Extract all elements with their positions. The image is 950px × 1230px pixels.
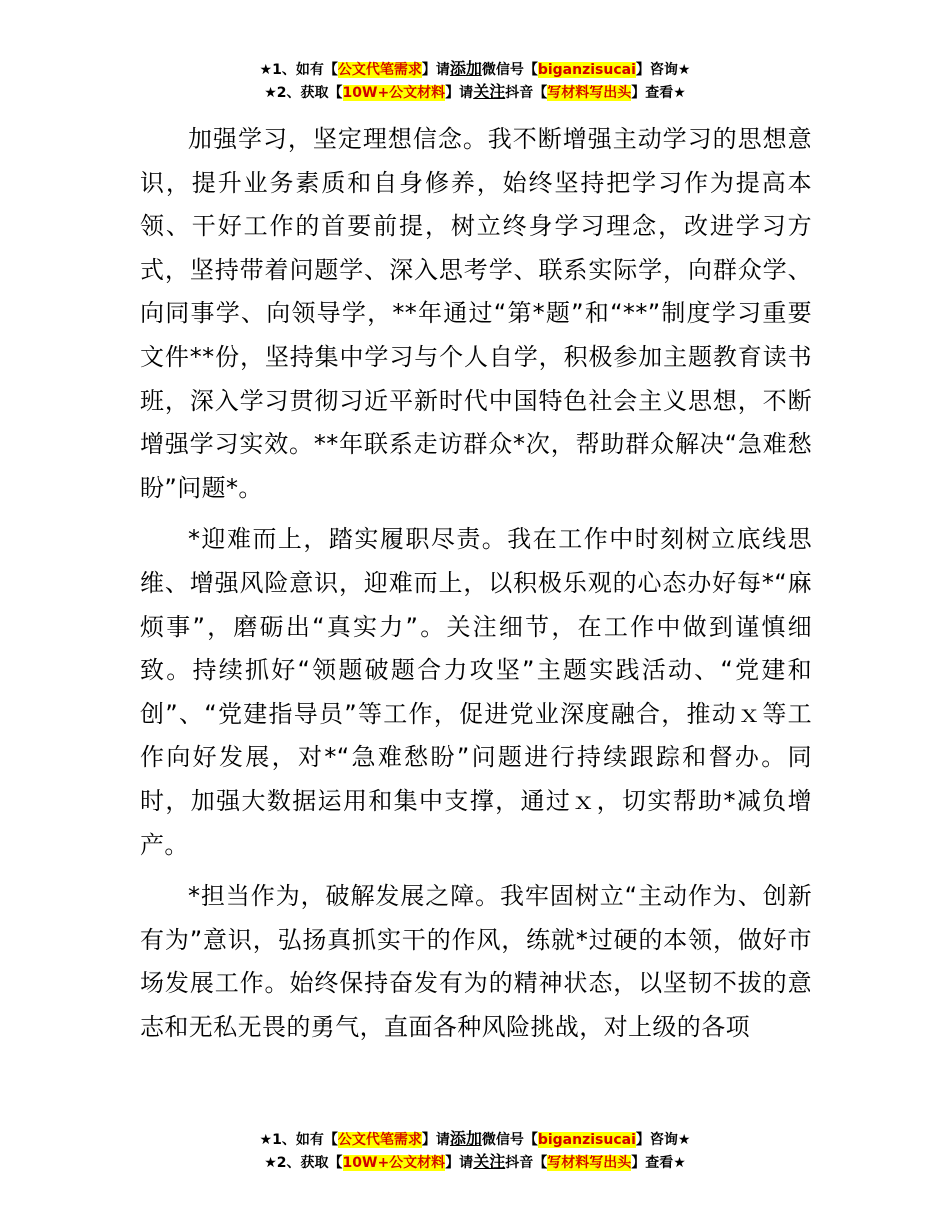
paragraph-responsibility: *担当作为，破解发展之障。我牢固树立“主动作为、创新有为”意识，弘扬真抓实干的作风，练就*过硬的本领，做好市场发展工作。始终保持奋发有为的精神状态，以坚韧不拔的意志和无私无畏的勇气，直面各种风险挑战，对上级的各项 xyxy=(140,882,812,1041)
banner-text: 】请 xyxy=(421,1132,450,1148)
highlight-service: 公文代笔需求 xyxy=(337,62,422,78)
emphasis-add: 添加 xyxy=(449,1129,482,1148)
highlight-douyin-account: 写材料写出头 xyxy=(547,1155,632,1171)
banner-text: 】咨询★ xyxy=(635,62,691,78)
banner-text: ★2、获取【 xyxy=(264,1155,343,1171)
banner-text: 】咨询★ xyxy=(635,1132,691,1148)
emphasis-follow: 关注 xyxy=(473,82,506,101)
banner-text: 微信号【 xyxy=(481,1132,538,1148)
footer-line-2 xyxy=(0,1151,950,1174)
paragraph-duty: *迎难而上，踏实履职尽责。我在工作中时刻树立底线思维、增强风险意识，迎难而上，以积极乐观的心态办好每*“麻烦事”，磨砺出“真实力”。关注细节，在工作中做到谨慎细致。持续抓好“领题破题合力攻坚”主题实践活动、“党建和创”、“党建指导员”等工作，促进党业深度融合，推动ｘ等工作向好发展，对*“急难愁盼”问题进行持续跟踪和督办。同时，加强大数据运用和集中支撑，通过ｘ，切实帮助*减负增产。 xyxy=(140,525,812,859)
header-line-2 xyxy=(0,81,950,104)
banner-text: ★1、如有【 xyxy=(259,62,338,78)
highlight-service: 公文代笔需求 xyxy=(337,1132,422,1148)
header-line-1 xyxy=(0,58,950,81)
banner-text: ★2、获取【 xyxy=(264,85,343,101)
banner-text: 微信号【 xyxy=(481,62,538,78)
highlight-materials: 10W+公文材料 xyxy=(342,1155,446,1171)
highlight-douyin-account: 写材料写出头 xyxy=(547,85,632,101)
footer-line-1 xyxy=(0,1128,950,1151)
highlight-materials: 10W+公文材料 xyxy=(342,85,446,101)
emphasis-follow: 关注 xyxy=(473,1152,506,1171)
highlight-wechat-id: biganzisucai xyxy=(537,62,636,78)
footer-banner xyxy=(0,1128,950,1174)
banner-text: ★1、如有【 xyxy=(259,1132,338,1148)
emphasis-add: 添加 xyxy=(449,59,482,78)
banner-text: 】查看★ xyxy=(631,1155,686,1171)
header-banner xyxy=(0,58,950,104)
banner-text: 抖音【 xyxy=(505,85,548,101)
banner-text: 】查看★ xyxy=(631,85,686,101)
highlight-wechat-id: biganzisucai xyxy=(537,1132,636,1148)
banner-text: 】请 xyxy=(445,1155,474,1171)
document-body xyxy=(140,118,812,1057)
banner-text: 】请 xyxy=(421,62,450,78)
banner-text: 抖音【 xyxy=(505,1155,548,1171)
paragraph-study: 加强学习，坚定理想信念。我不断增强主动学习的思想意识，提升业务素质和自身修养，始终坚持把学习作为提高本领、干好工作的首要前提，树立终身学习理念，改进学习方式，坚持带着问题学、深入思考学、联系实际学，向群众学、向同事学、向领导学，**年通过“第*题”和“**”制度学习重要文件**份，坚持集中学习与个人自学，积极参加主题教育读书班，深入学习贯彻习近平新时代中国特色社会主义思想，不断增强学习实效。**年联系走访群众*次，帮助群众解决“急难愁盼”问题*。 xyxy=(140,125,812,502)
banner-text: 】请 xyxy=(445,85,474,101)
